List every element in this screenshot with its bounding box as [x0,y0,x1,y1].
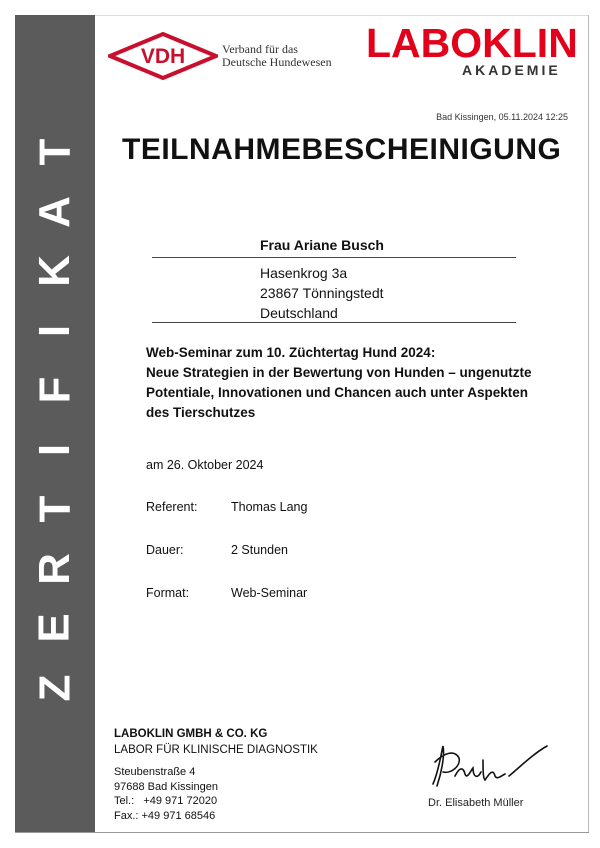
vdh-logo-text: VDH [140,45,186,68]
seminar-title-line: Web-Seminar zum 10. Züchtertag Hund 2024: [146,345,436,360]
sidebar-letter: R [30,552,79,585]
company-name: LABOKLIN GMBH & CO. KG [114,728,268,740]
contact-line: Fax.: +49 971 68546 [114,809,216,822]
company-info [114,726,318,758]
recipient-name: Frau Ariane Busch [260,237,384,253]
detail-label-referent: Referent: [146,500,198,514]
detail-label-dauer: Dauer: [146,543,184,557]
detail-label-format: Format: [146,586,190,600]
seminar-title-line: Neue Strategien in der Bewertung von Hunden – ungenutzte [146,365,532,380]
recipient-address [260,263,384,323]
detail-value-dauer: 2 Stunden [231,543,288,557]
vdh-name [222,43,332,69]
sidebar-letter: A [30,195,79,228]
contact-line: 97688 Bad Kissingen [114,780,218,793]
vdh-logo [108,32,218,80]
address-line: Hasenkrog 3a [260,265,348,281]
frame-border-bottom [15,832,589,833]
sidebar-letter: Z [29,674,79,702]
address-line: Deutschland [260,305,338,321]
address-line: 23867 Tönningstedt [260,285,384,301]
company-contact [114,765,218,823]
sidebar-letter: T [29,138,79,166]
frame-border-top [95,15,589,16]
seminar-title-line: Potentiale, Innovationen und Chancen auch unter Aspekten [146,385,529,400]
frame-border-right [588,15,589,832]
signer-name: Dr. Elisabeth Müller [428,797,524,809]
contact-line: Steubenstraße 4 [114,766,196,778]
vdh-name-line: Deutsche Hundewesen [222,55,332,69]
seminar-title-line: des Tierschutzes [146,405,256,420]
sidebar-letter: I [29,443,79,456]
sidebar-letter: K [30,255,79,287]
divider [152,322,516,323]
detail-value-referent: Thomas Lang [231,500,308,514]
page-title: TEILNAHMEBESCHEINIGUNG [122,133,562,166]
contact-line: Tel.: +49 971 72020 [114,795,218,807]
company-subtitle: LABOR FÜR KLINISCHE DIAGNOSTIK [114,744,318,756]
signature [425,740,555,792]
vdh-name-line: Verband für das [222,42,298,56]
laboklin-logo-title: LABOKLIN [366,20,578,66]
zertifikat-vertical-word [15,130,95,710]
event-date: am 26. Oktober 2024 [146,458,264,472]
issue-date: Bad Kissingen, 05.11.2024 12:25 [436,112,568,122]
laboklin-logo-subtitle: AKADEMIE [462,62,561,78]
sidebar-letter: I [29,324,79,337]
seminar-title [146,343,566,423]
divider [152,257,516,258]
sidebar-letter: F [29,376,79,404]
sidebar-letter: T [29,495,79,523]
sidebar-letter: E [29,613,79,644]
detail-value-format: Web-Seminar [231,586,308,600]
